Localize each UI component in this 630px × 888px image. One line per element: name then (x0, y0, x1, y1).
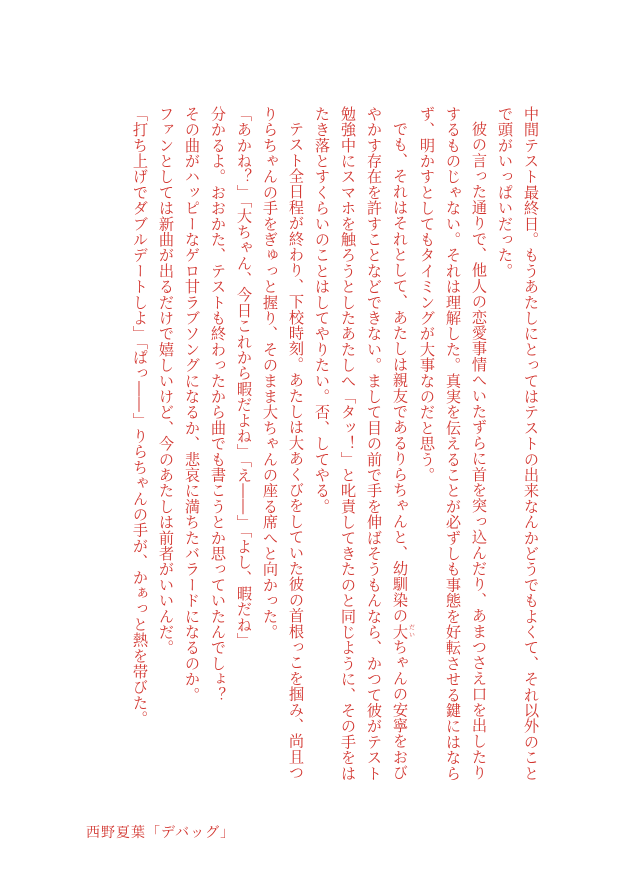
paragraph-7: その曲がハッピーなゲロ甘ラブソングになるか、悲哀に満ちたバラードになるのか。 (183, 106, 201, 703)
paragraph-4: テスト全日程が終わり、下校時刻。あたしは大あくびをしていた彼の首根っこを掴み、尚且つりらちゃんの手をぎゅっと握り、そのまま大ちゃんの座る席へと向かった。 (261, 106, 305, 781)
paragraph-6: 分かるよ。おおかた、テストも終わったから曲でも書こうとか思っていたんでしょ？ (209, 106, 227, 703)
paragraph-5: 「あかね？」「大ちゃん、今日これから暇だよね」「え――」「よし、暇だね」 (235, 106, 253, 649)
paragraph-9: 「打ち上げでダブルデートしよ」「ぱっ――」りらちゃんの手が、かぁっと熱を帯びた。 (131, 106, 149, 727)
paragraph-8: ファンとしては新曲が出るだけで嬉しいけど、今のあたしは前者がいいんだ。 (157, 106, 175, 656)
ruby-dai: 大だい (391, 623, 415, 640)
paragraph-1: 中間テスト最終日。もうあたしにとってはテストの出来なんかどうでもよくて、それ以外のことで頭がいっぱいだった。 (496, 106, 540, 782)
paragraph-3: でも、それはそれとして、あたしは親友であるりらちゃんと、幼馴染の大だいちゃんの安寧をおびやかす存在を許すことなどできない。まして目の前で手を伸ばそうもんなら、かつて彼がテスト勉強中にスマホを触ろうとしたあたしへ「タッ！」と叱責してきたのと同じように、その手をはたき落とすくらいのことはしてやりたい。否、してやる。 (313, 106, 415, 782)
paragraph-2: 彼の言った通りで、他人の恋愛事情へいたずらに首を突っ込んだり、あまつさえ口を出したりするものじゃない。それは理解した。真実を伝えることが必ずしも事態を好転させる鍵にはならず、明かすとしてもタイミングが大事なのだと思う。 (418, 106, 488, 782)
author-credit: 西野夏葉「デバッグ」 (86, 825, 236, 841)
vertical-text-body (84, 106, 544, 796)
